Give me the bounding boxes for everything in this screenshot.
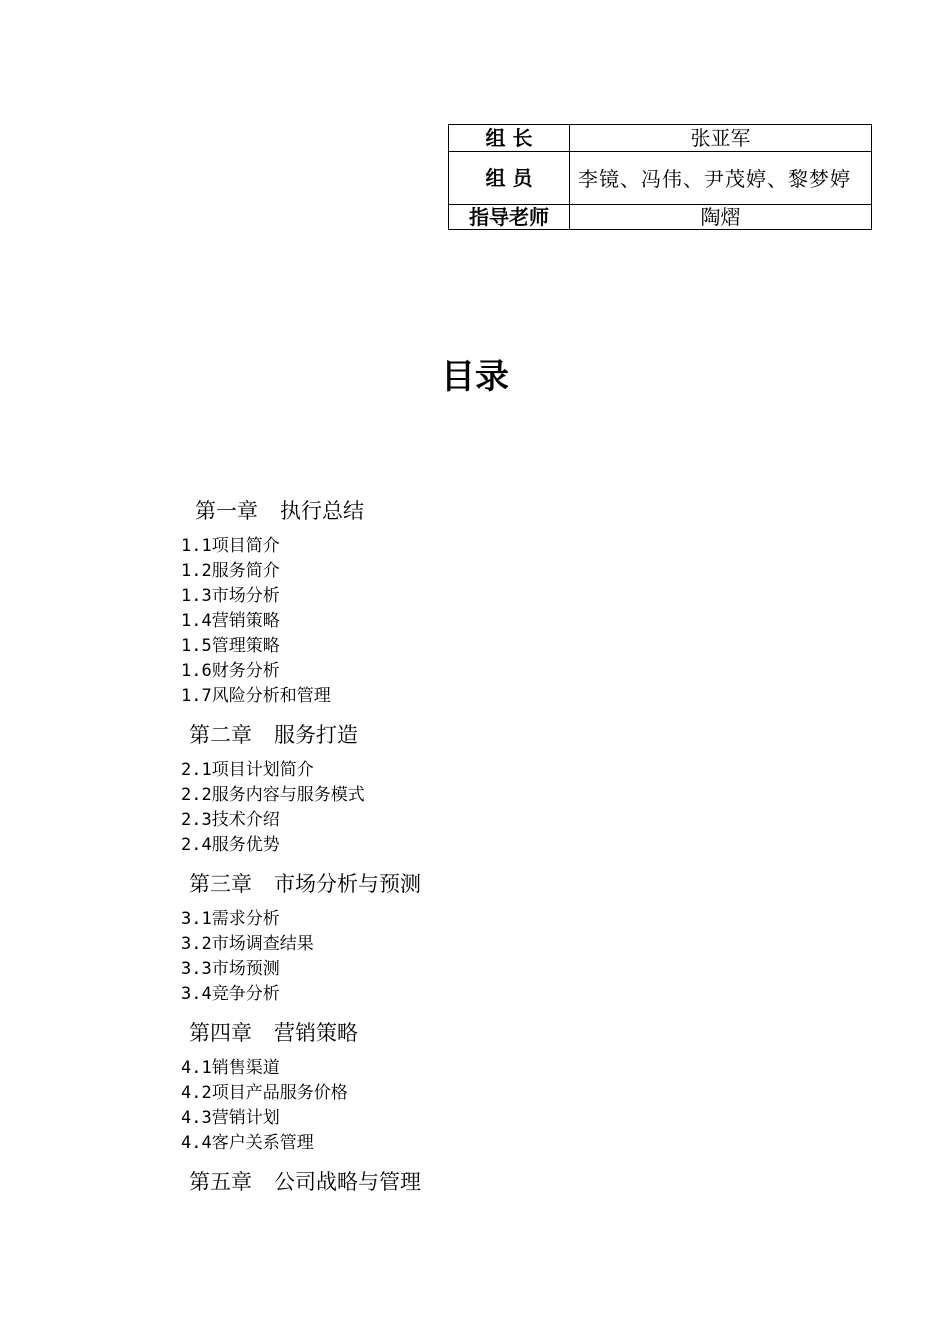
team-row-advisor — [449, 205, 872, 230]
toc-section[interactable] — [181, 983, 280, 1005]
section-number: 1.6 — [181, 661, 212, 681]
section-number: 3.1 — [181, 909, 212, 929]
section-number: 1.1 — [181, 536, 212, 556]
toc-section[interactable] — [181, 660, 280, 682]
section-number: 4.3 — [181, 1108, 212, 1128]
section-title: 服务优势 — [211, 835, 280, 855]
members-label: 组 员 — [449, 152, 570, 205]
section-number: 4.1 — [181, 1058, 212, 1078]
chapter-title: 公司战略与管理 — [274, 1170, 421, 1194]
section-title: 市场分析 — [211, 586, 280, 606]
section-number: 1.5 — [181, 636, 212, 656]
advisor-value: 陶熠 — [570, 205, 872, 230]
toc-section[interactable] — [181, 958, 280, 980]
toc-chapter[interactable] — [195, 497, 364, 525]
toc-chapter[interactable] — [189, 1019, 358, 1047]
section-title: 管理策略 — [211, 636, 280, 656]
toc-chapter[interactable] — [189, 721, 358, 749]
section-title: 客户关系管理 — [211, 1133, 314, 1153]
section-number: 1.7 — [181, 686, 212, 706]
section-title: 服务简介 — [211, 561, 280, 581]
section-title: 营销策略 — [211, 611, 280, 631]
toc-section[interactable] — [181, 1057, 280, 1079]
chapter-label: 第四章 — [189, 1021, 252, 1045]
section-number: 3.4 — [181, 984, 212, 1004]
team-info-table — [448, 124, 872, 230]
toc-section[interactable] — [181, 1082, 348, 1104]
chapter-label: 第五章 — [189, 1170, 252, 1194]
chapter-label: 第二章 — [189, 723, 252, 747]
section-title: 市场调查结果 — [211, 934, 314, 954]
toc-section[interactable] — [181, 610, 280, 632]
section-title: 项目产品服务价格 — [211, 1083, 348, 1103]
toc-section[interactable] — [181, 1132, 314, 1154]
toc-section[interactable] — [181, 635, 280, 657]
section-number: 1.4 — [181, 611, 212, 631]
members-value: 李镜、冯伟、尹茂婷、黎梦婷 — [570, 152, 872, 205]
toc-section[interactable] — [181, 685, 331, 707]
chapter-label: 第一章 — [195, 499, 258, 523]
section-title: 项目计划简介 — [211, 760, 314, 780]
team-row-leader — [449, 125, 872, 152]
section-title: 服务内容与服务模式 — [211, 785, 365, 805]
chapter-label: 第三章 — [189, 872, 252, 896]
section-title: 风险分析和管理 — [211, 686, 331, 706]
section-number: 2.3 — [181, 810, 212, 830]
section-number: 2.2 — [181, 785, 212, 805]
chapter-title: 执行总结 — [280, 499, 364, 523]
section-title: 需求分析 — [211, 909, 280, 929]
section-title: 营销计划 — [211, 1108, 280, 1128]
section-number: 3.2 — [181, 934, 212, 954]
section-title: 市场预测 — [211, 959, 280, 979]
section-title: 竞争分析 — [211, 984, 280, 1004]
toc-chapter[interactable] — [189, 870, 421, 898]
section-number: 1.3 — [181, 586, 212, 606]
toc-section[interactable] — [181, 809, 280, 831]
leader-label: 组 长 — [449, 125, 570, 152]
chapter-title: 市场分析与预测 — [274, 872, 421, 896]
toc-section[interactable] — [181, 1107, 280, 1129]
chapter-title: 营销策略 — [274, 1021, 358, 1045]
toc-section[interactable] — [181, 535, 280, 557]
toc-section[interactable] — [181, 834, 280, 856]
section-number: 3.3 — [181, 959, 212, 979]
toc-section[interactable] — [181, 933, 314, 955]
toc-title: 目录 — [441, 357, 509, 397]
team-row-members — [449, 152, 872, 205]
section-number: 2.4 — [181, 835, 212, 855]
toc-section[interactable] — [181, 759, 314, 781]
section-number: 4.4 — [181, 1133, 212, 1153]
section-number: 1.2 — [181, 561, 212, 581]
section-title: 项目简介 — [211, 536, 280, 556]
chapter-title: 服务打造 — [274, 723, 358, 747]
toc-section[interactable] — [181, 560, 280, 582]
toc-section[interactable] — [181, 908, 280, 930]
section-title: 销售渠道 — [211, 1058, 280, 1078]
toc-section[interactable] — [181, 585, 280, 607]
section-title: 技术介绍 — [211, 810, 280, 830]
section-title: 财务分析 — [211, 661, 280, 681]
toc-chapter[interactable] — [189, 1168, 421, 1196]
advisor-label: 指导老师 — [449, 205, 570, 230]
section-number: 2.1 — [181, 760, 212, 780]
section-number: 4.2 — [181, 1083, 212, 1103]
toc-section[interactable] — [181, 784, 365, 806]
leader-value: 张亚军 — [570, 125, 872, 152]
